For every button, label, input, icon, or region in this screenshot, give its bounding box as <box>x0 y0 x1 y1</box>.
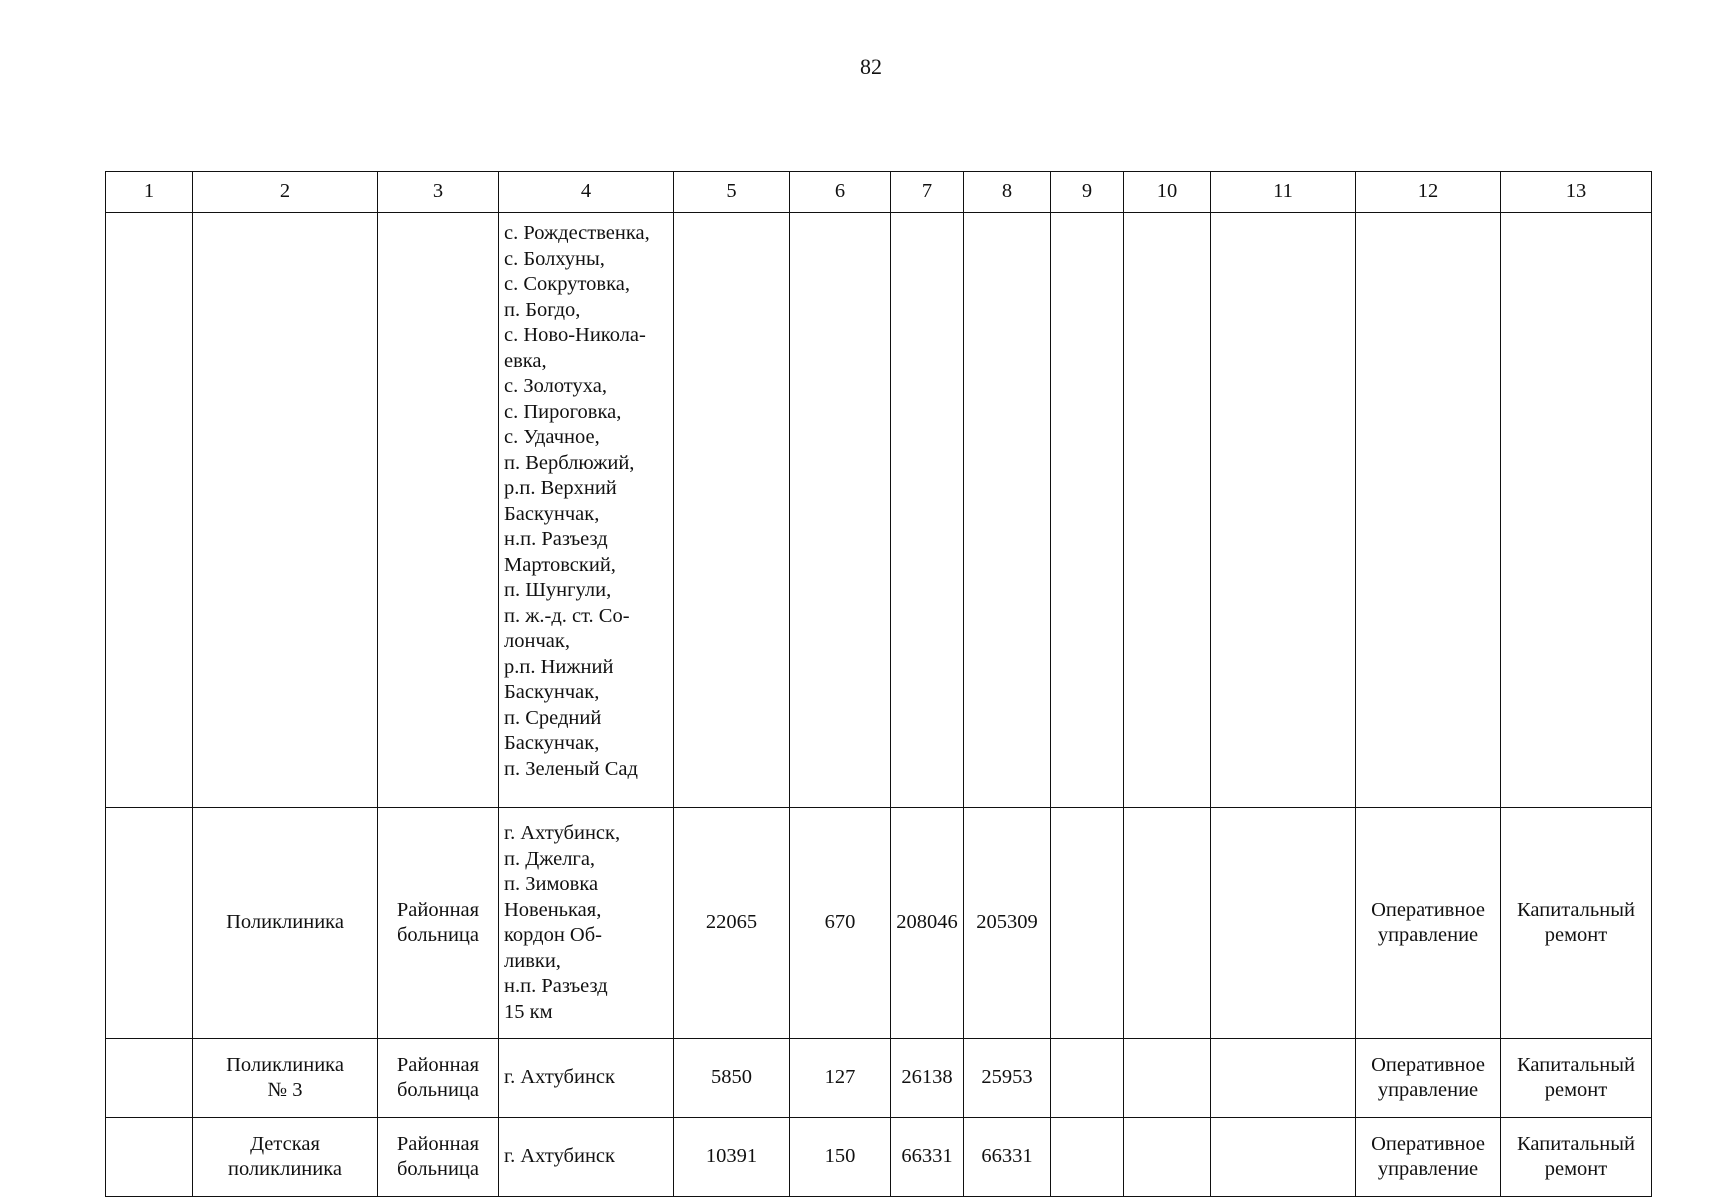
data-table <box>105 171 1652 1197</box>
settlement-line: п. Джелга, <box>504 847 596 870</box>
right-type-line: Оперативное <box>1371 1053 1485 1076</box>
settlement-line: лончак, <box>504 630 570 652</box>
work-type-line: Капитальный <box>1517 1132 1635 1155</box>
cell-number <box>106 1039 193 1118</box>
settlement-line: р.п. Верхний <box>504 477 617 499</box>
cell-value-8: 66331 <box>964 1118 1051 1197</box>
settlement-line: н.п. Разъезд <box>504 528 608 550</box>
cell-facility <box>193 213 378 808</box>
work-type-line: ремонт <box>1544 1079 1608 1101</box>
type-line: Районная <box>396 898 480 921</box>
cell-area: 10391 <box>674 1118 790 1197</box>
settlement-line: г. Ахтубинск, <box>504 822 621 844</box>
col-header-6: 6 <box>790 172 891 213</box>
col-header-5: 5 <box>674 172 790 213</box>
col-header-1: 1 <box>106 172 193 213</box>
cell-value-9 <box>1051 1039 1124 1118</box>
col-header-11: 11 <box>1211 172 1356 213</box>
cell-work-type <box>1501 1118 1652 1197</box>
settlement-line: с. Сокрутовка, <box>504 273 630 295</box>
cell-type <box>378 1039 499 1118</box>
cell-value-10 <box>1124 1118 1211 1197</box>
facility-name: Поликлиника <box>226 911 344 934</box>
cell-value-8 <box>964 213 1051 808</box>
work-type-line: Капитальный <box>1517 1053 1635 1076</box>
settlement-line: п. Верблюжий, <box>504 451 635 474</box>
cell-value-11 <box>1211 1039 1356 1118</box>
facility-name: поликлиника <box>227 1158 342 1180</box>
right-type-line: управление <box>1377 1079 1479 1101</box>
settlement-line: п. Богдо, <box>504 298 581 321</box>
settlement-line: г. Ахтубинск <box>504 1145 615 1168</box>
facility-name: Детская <box>250 1132 320 1155</box>
cell-settlements <box>499 808 674 1039</box>
cell-value-10 <box>1124 808 1211 1039</box>
settlement-line: п. Зимовка <box>504 873 599 895</box>
cell-value-9 <box>1051 1118 1124 1197</box>
settlement-line: 15 км <box>504 1000 553 1023</box>
right-type-line: управление <box>1377 924 1479 946</box>
cell-value-11 <box>1211 213 1356 808</box>
cell-capacity: 127 <box>790 1039 891 1118</box>
cell-value-8: 25953 <box>964 1039 1051 1118</box>
settlement-line: с. Золотуха, <box>504 375 607 397</box>
type-line: больница <box>397 1158 479 1180</box>
type-line: больница <box>397 1079 479 1101</box>
page-number: 82 <box>860 54 882 79</box>
col-header-10: 10 <box>1124 172 1211 213</box>
table-row <box>106 213 1652 808</box>
settlement-line: Баскунчак, <box>504 681 600 703</box>
cell-number <box>106 1118 193 1197</box>
table-row <box>106 1118 1652 1197</box>
cell-value-7 <box>891 213 964 808</box>
right-type-line: управление <box>1377 1158 1479 1180</box>
settlement-line: с. Ново-Никола- <box>504 324 646 346</box>
facility-name: № 3 <box>267 1079 303 1101</box>
type-line: больница <box>397 924 479 946</box>
col-header-4: 4 <box>499 172 674 213</box>
settlement-line: с. Пироговка, <box>504 400 622 423</box>
facility-name: Поликлиника <box>226 1053 344 1076</box>
table-row <box>106 808 1652 1039</box>
work-type-line: ремонт <box>1544 924 1608 946</box>
cell-right-type <box>1356 1118 1501 1197</box>
right-type-line: Оперативное <box>1371 1132 1485 1155</box>
settlement-line: Баскунчак, <box>504 502 600 525</box>
cell-type <box>378 213 499 808</box>
cell-value-10 <box>1124 213 1211 808</box>
cell-number <box>106 213 193 808</box>
cell-settlements <box>499 1118 674 1197</box>
right-type-line: Оперативное <box>1371 898 1485 921</box>
type-line: Районная <box>396 1132 480 1155</box>
settlement-line: евка, <box>504 349 547 372</box>
cell-settlements <box>499 1039 674 1118</box>
cell-area: 5850 <box>674 1039 790 1118</box>
cell-right-type <box>1356 1039 1501 1118</box>
cell-number <box>106 808 193 1039</box>
cell-work-type <box>1501 213 1652 808</box>
col-header-3: 3 <box>378 172 499 213</box>
settlement-line: Баскунчак, <box>504 732 600 754</box>
cell-area: 22065 <box>674 808 790 1039</box>
cell-value-9 <box>1051 808 1124 1039</box>
col-header-9: 9 <box>1051 172 1124 213</box>
cell-facility <box>193 1039 378 1118</box>
col-header-2: 2 <box>193 172 378 213</box>
col-header-8: 8 <box>964 172 1051 213</box>
settlement-line: р.п. Нижний <box>504 655 614 678</box>
col-header-7: 7 <box>891 172 964 213</box>
type-line: Районная <box>396 1053 480 1076</box>
cell-type <box>378 1118 499 1197</box>
cell-value-11 <box>1211 1118 1356 1197</box>
settlement-line: Новенькая, <box>504 898 602 921</box>
cell-right-type <box>1356 808 1501 1039</box>
settlement-line: Мартовский, <box>504 553 616 576</box>
cell-settlements <box>499 213 674 808</box>
settlement-line: п. Средний <box>504 706 602 729</box>
cell-capacity: 150 <box>790 1118 891 1197</box>
cell-value-7: 26138 <box>891 1039 964 1118</box>
cell-facility <box>193 1118 378 1197</box>
cell-value-10 <box>1124 1039 1211 1118</box>
settlement-line: н.п. Разъезд <box>504 975 608 997</box>
col-header-12: 12 <box>1356 172 1501 213</box>
work-type-line: ремонт <box>1544 1158 1608 1180</box>
cell-capacity: 670 <box>790 808 891 1039</box>
cell-value-7: 208046 <box>891 808 964 1039</box>
cell-work-type <box>1501 1039 1652 1118</box>
cell-area <box>674 213 790 808</box>
cell-facility <box>193 808 378 1039</box>
header-row <box>106 172 1652 213</box>
cell-value-9 <box>1051 213 1124 808</box>
cell-work-type <box>1501 808 1652 1039</box>
table-row <box>106 1039 1652 1118</box>
settlement-line: г. Ахтубинск <box>504 1066 615 1089</box>
cell-value-7: 66331 <box>891 1118 964 1197</box>
col-header-13: 13 <box>1501 172 1652 213</box>
cell-value-8: 205309 <box>964 808 1051 1039</box>
cell-type <box>378 808 499 1039</box>
settlement-line: кордон Об- <box>504 924 602 946</box>
settlement-line: п. Зеленый Сад <box>504 757 638 780</box>
settlement-line: п. Шунгули, <box>504 579 612 601</box>
cell-right-type <box>1356 213 1501 808</box>
settlement-line: с. Болхуны, <box>504 247 605 270</box>
cell-value-11 <box>1211 808 1356 1039</box>
settlement-line: с. Удачное, <box>504 426 600 448</box>
settlement-line: ливки, <box>504 949 561 972</box>
cell-capacity <box>790 213 891 808</box>
settlement-line: п. ж.-д. ст. Со- <box>504 604 630 627</box>
settlement-line: с. Рождественка, <box>504 222 650 244</box>
work-type-line: Капитальный <box>1517 898 1635 921</box>
